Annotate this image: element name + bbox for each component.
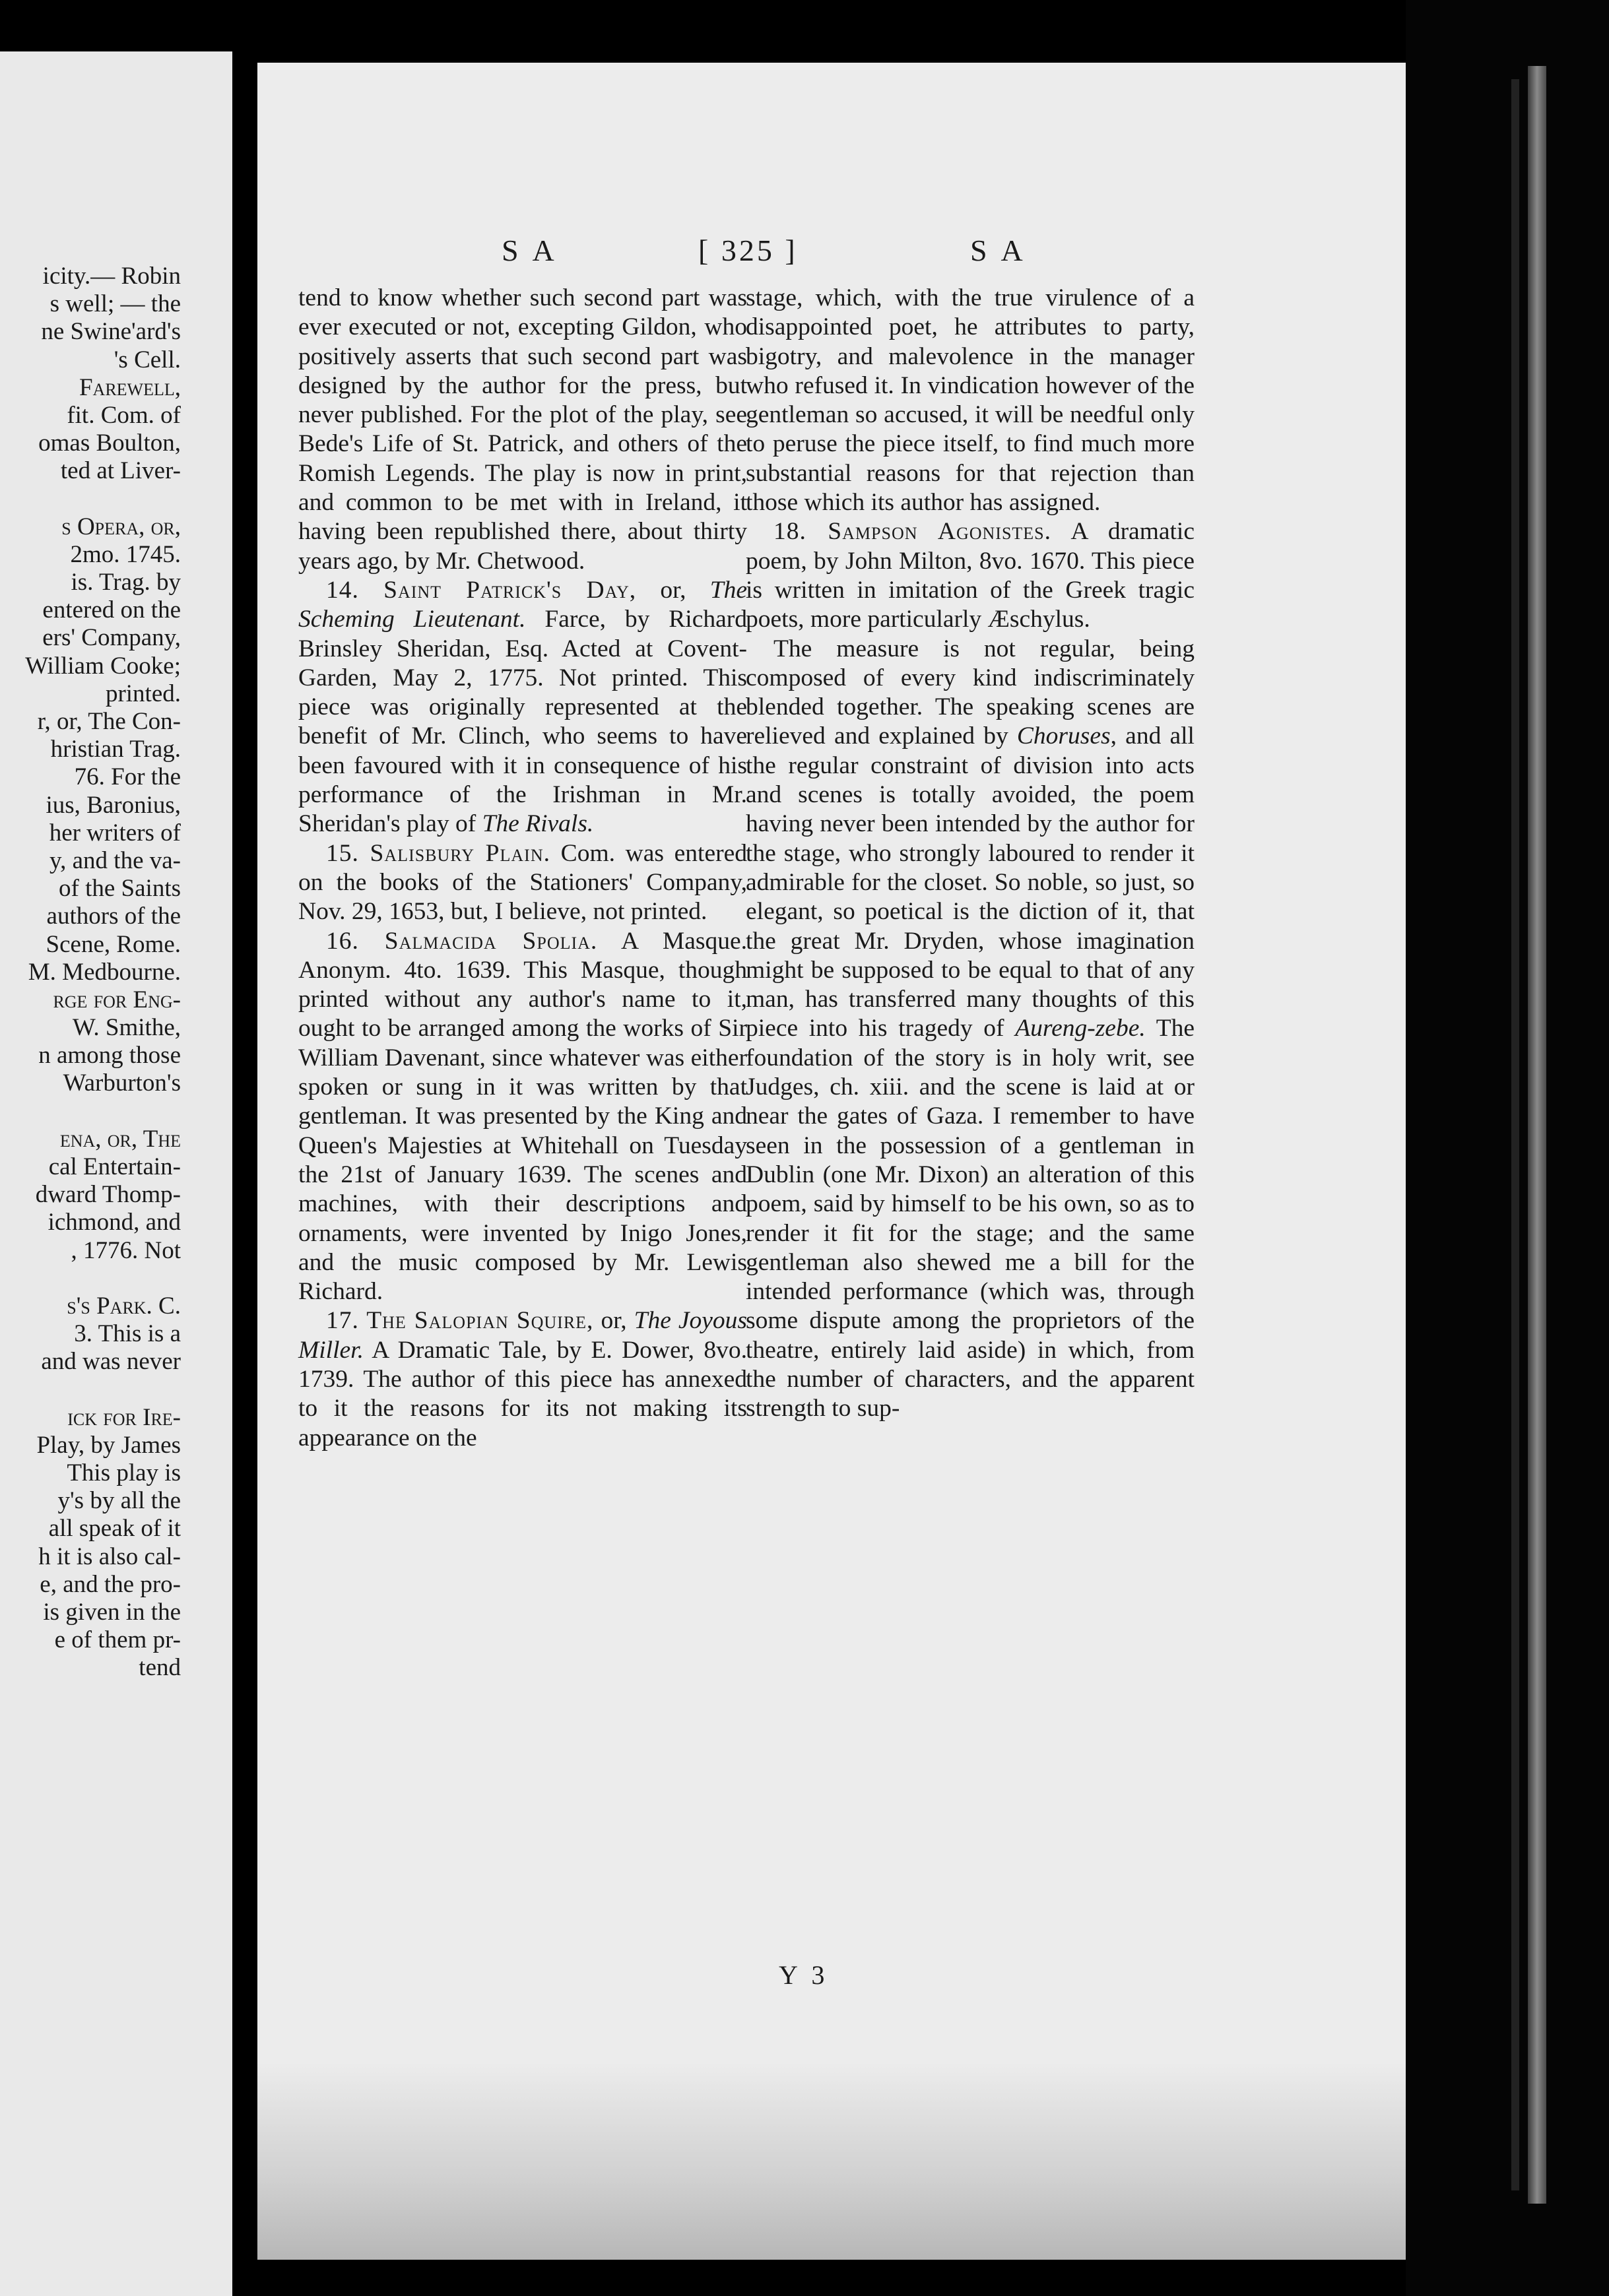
commentary-part-b: , and all the regular constraint of division into acts and scenes is totally avoided, the poem having never been intended by the author for the stage, who strongly laboured to render it admirable for the closet. So noble, so just, so elegant, so poetical is the diction of it, that the great Mr. Dryden, whose imagination might be supposed to be equal to that of any man, has transferred many thoughts of this piece into his tragedy of: [746, 722, 1195, 1042]
left-page-line: s's Park. C.: [67, 1292, 181, 1320]
left-page-line: all speak of it: [48, 1515, 181, 1543]
left-page-line: 76. For the: [74, 763, 181, 791]
continuation-paragraph: tend to know whether such second part was ever executed or not, excepting Gildon, who positively asserts that such second part was designed by the author for the press, but never published. For the plot of the play, see Bede's Life of St. Patrick, and others of the Romish Legends. The play is now in print, and common to be met with in Ireland, it having been republished there, about thirty years ago, by Mr. Chetwood.: [298, 284, 747, 575]
left-page-line: fit. Com. of: [67, 401, 181, 429]
left-page-line: entered on the: [42, 596, 181, 624]
entry-16: [298, 927, 747, 1307]
left-page-line: icity.— Robin: [42, 263, 181, 290]
left-page-line: ena, or, The: [59, 1125, 181, 1153]
left-page-line: ius, Baronius,: [46, 791, 181, 819]
left-page-line: and was never: [41, 1348, 181, 1376]
left-page-fragment: [0, 51, 232, 2296]
left-page-line: her writers of: [49, 819, 181, 846]
entry-17-body: A Dramatic Tale, by E. Dower, 8vo. 1739. The author of this piece has annexed to it the reasons for its not making its appearance on the: [298, 1336, 747, 1451]
left-page-lines: [0, 263, 181, 1682]
left-page-line: [0, 1265, 181, 1292]
left-page-line: William Cooke;: [25, 652, 181, 680]
left-page-line: [0, 1376, 181, 1404]
entry-18-body: A dramatic poem, by John Milton, 8vo. 1670. This piece is written in imitation of the Greek tragic poets, more particularly Æschylus.: [746, 518, 1195, 633]
entry-14: [298, 576, 747, 839]
left-page-line: h it is also cal-: [38, 1543, 181, 1570]
entry-14-subtitle: The Scheming Lieutenant.: [298, 576, 747, 633]
left-page-line: ted at Liver-: [60, 457, 181, 485]
entry-16-title: 16. Salmacida Spolia.: [326, 927, 598, 955]
commentary-part-c: The foundation of the story is in holy writ, see Judges, ch. xiii. and the scene is laid at or near the gates of Gaza. I remember to have seen in the possession of a gentleman in Dublin (one Mr. Dixon) an alteration of this poem, said by himself to be his own, so as to render it fit for the stage; and the same gentleman also shewed me a bill for the intended performance (which was, through some dispute among the proprietors of the theatre, entirely laid aside) in which, from the number of characters, and the apparent strength to sup-: [746, 1015, 1195, 1422]
entry-16-body: A Masque. Anonym. 4to. 1639. This Masque, though printed without any author's name to it, ought to be arranged among the works of Sir William Davenant, since whatever was either spoken or sung in it was written by that gentleman. It was presented by the King and Queen's Majesties at Whitehall on Tuesday the 21st of January 1639. The scenes and machines, with their descriptions and ornaments, were invented by Inigo Jones, and the music composed by Mr. Lewis Richard.: [298, 927, 748, 1306]
entry-18: [746, 517, 1195, 634]
left-page-line: ne Swine'ard's: [41, 318, 181, 346]
left-page-line: ichmond, and: [48, 1209, 181, 1236]
left-page-line: [0, 486, 181, 513]
left-page-line: omas Boulton,: [38, 430, 181, 457]
left-page-line: n among those: [38, 1042, 181, 1069]
left-page-line: authors of the: [46, 903, 181, 930]
commentary-aureng-zebe: Aureng-zebe.: [1015, 1015, 1146, 1042]
entry-14-rivals: The Rivals.: [482, 810, 594, 838]
continuation-paragraph-right: stage, which, with the true virulence of a disappointed poet, he attributes to party, bigotry, and malevolence in the manager who refused it. In vindication however of the gentleman so accused, it will be needful only to peruse the piece itself, to find much more substantial reasons for that rejection than those which its author has assigned.: [746, 284, 1195, 517]
gutter: [232, 0, 257, 2296]
page-stack-edge: [1528, 66, 1546, 2204]
entry-14-title: 14. Saint Patrick's Day,: [326, 576, 637, 604]
entry-18-title: 18. Sampson Agonistes.: [773, 518, 1052, 546]
left-page-line: s well; — the: [49, 290, 181, 318]
running-head-right: S A: [970, 234, 1027, 267]
left-page-line: 's Cell.: [114, 346, 181, 373]
right-column: [746, 284, 1195, 1424]
left-page-line: r, or, The Con-: [37, 708, 181, 735]
entry-14-body: Farce, by Richard Brinsley Sheridan, Esq. Acted at Covent-Garden, May 2, 1775. Not printed. This piece was originally represented at the benefit of Mr. Clinch, who seems to have been favoured with it in consequence of his performance of the Irishman in Mr. Sheridan's play of: [298, 606, 747, 838]
left-page-line: Scene, Rome.: [46, 930, 181, 958]
left-page-line: rge for Eng-: [53, 986, 181, 1013]
commentary-part-a: The measure is not regular, being composed of every kind indiscriminately blended together. The speaking scenes are relieved and explained by: [746, 635, 1195, 750]
left-page-line: e, and the pro-: [40, 1570, 181, 1598]
page-number: [ 325 ]: [698, 234, 798, 267]
left-page-line: of the Saints: [59, 875, 181, 903]
left-page-line: , 1776. Not: [71, 1236, 181, 1264]
main-page: [257, 63, 1406, 2260]
entry-15-title: 15. Salisbury Plain.: [326, 839, 550, 867]
left-page-line: Farewell,: [79, 373, 181, 401]
left-page-line: 2mo. 1745.: [70, 540, 181, 568]
left-page-line: ers' Company,: [42, 624, 181, 652]
left-page-line: dward Thomp-: [35, 1181, 181, 1209]
entry-17-title: 17. The Salopian Squire,: [326, 1307, 594, 1335]
running-head-left: S A: [502, 234, 558, 267]
left-page-line: ick for Ire-: [67, 1403, 181, 1431]
left-page-line: s Opera, or,: [61, 513, 181, 540]
left-page-line: W. Smithe,: [72, 1014, 181, 1042]
commentary-choruses: Choruses: [1016, 722, 1111, 750]
left-page-line: cal Entertain-: [48, 1153, 181, 1180]
entry-18-commentary: [746, 635, 1195, 1424]
left-page-line: printed.: [105, 680, 181, 707]
entry-17-or: or,: [593, 1307, 634, 1335]
left-page-line: 3. This is a: [74, 1320, 181, 1348]
entry-17: [298, 1306, 747, 1452]
left-page-line: hristian Trag.: [50, 736, 181, 763]
left-page-line: is given in the: [43, 1599, 181, 1626]
page-stack-shadow: [1511, 79, 1519, 2190]
left-column: [298, 284, 747, 1453]
left-page-line: y's by all the: [57, 1487, 181, 1515]
left-page-line: is. Trag. by: [71, 569, 181, 596]
left-page-line: y, and the va-: [49, 846, 181, 874]
left-page-line: M. Medbourne.: [28, 958, 181, 986]
signature-mark: Y 3: [779, 1960, 829, 1990]
entry-15-body: Com. was entered on the books of the Stationers' Company, Nov. 29, 1653, but, I believe, not printed.: [298, 839, 747, 926]
entry-14-or: or,: [636, 576, 710, 604]
left-page-line: This play is: [67, 1459, 181, 1487]
left-page-line: tend: [139, 1654, 181, 1682]
left-page-line: [0, 1098, 181, 1126]
left-page-line: e of them pr-: [54, 1626, 181, 1654]
left-page-line: Warburton's: [63, 1069, 181, 1097]
right-page-edges: [1406, 0, 1609, 2296]
entry-17-subtitle: The Joyous Miller.: [298, 1307, 747, 1364]
entry-15: [298, 839, 747, 927]
left-page-line: Play, by James: [36, 1431, 181, 1459]
